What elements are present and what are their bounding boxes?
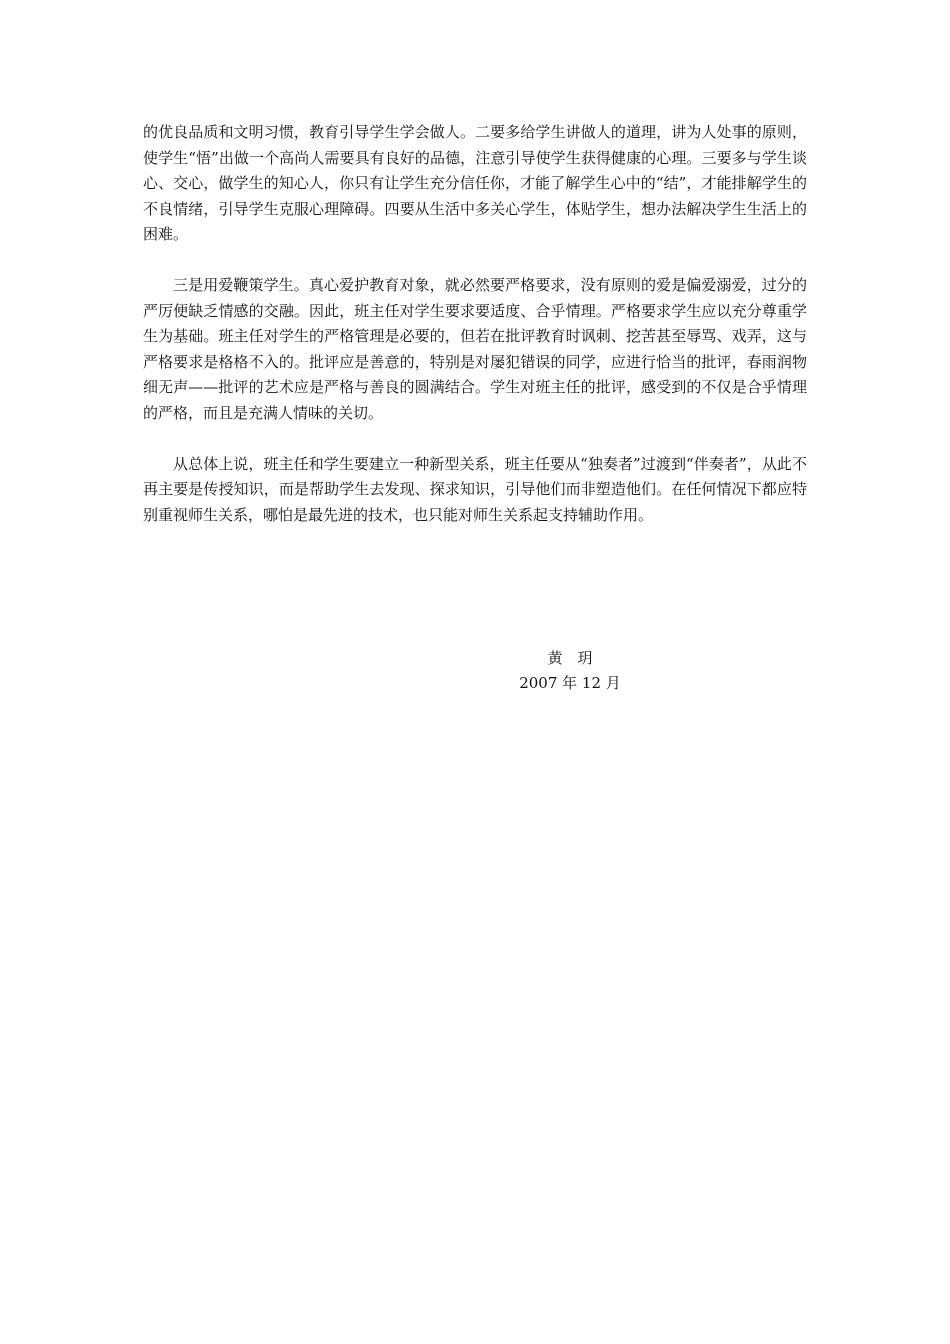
signature-block xyxy=(470,646,670,696)
paragraph-conclusion: 从总体上说，班主任和学生要建立一种新型关系，班主任要从“独奏者”过渡到“伴奏者”，从此不再主要是传授知识，而是帮助学生去发现、探求知识，引导他们而非塑造他们。在任何情况下都应特别重视师生关系，哪怕是最先进的技术，也只能对师生关系起支持辅助作用。 xyxy=(143,454,807,524)
paragraph-spacer xyxy=(143,248,807,274)
paragraph-spacer xyxy=(143,426,807,452)
document-body xyxy=(143,120,807,528)
paragraph-continued: 的优良品质和文明习惯，教育引导学生学会做人。二要多给学生讲做人的道理，讲为人处事的原则，使学生“悟”出做一个高尚人需要具有良好的品德，注意引导使学生获得健康的心理。三要多与学生谈心、交心，做学生的知心人，你只有让学生充分信任你，才能了解学生心中的“结”，才能排解学生的不良情绪，引导学生克服心理障碍。四要从生活中多关心学生，体贴学生，想办法解决学生生活上的困难。 xyxy=(143,123,807,243)
paragraph-strict-love: 三是用爱鞭策学生。真心爱护教育对象，就必然要严格要求，没有原则的爱是偏爱溺爱，过分的严厉便缺乏情感的交融。因此，班主任对学生要求要适度、合乎情理。严格要求学生应以充分尊重学生为基础。班主任对学生的严格管理是必要的，但若在批评教育时讽刺、挖苦甚至辱骂、戏弄，这与严格要求是格格不入的。批评应是善意的，特别是对屡犯错误的同学，应进行恰当的批评，春雨润物细无声——批评的艺术应是严格与善良的圆满结合。学生对班主任的批评，感受到的不仅是合乎情理的严格，而且是充满人情味的关切。 xyxy=(143,276,807,422)
author-name: 黄 玥 xyxy=(547,649,593,667)
signature-date: 2007 年 12 月 xyxy=(519,674,621,692)
